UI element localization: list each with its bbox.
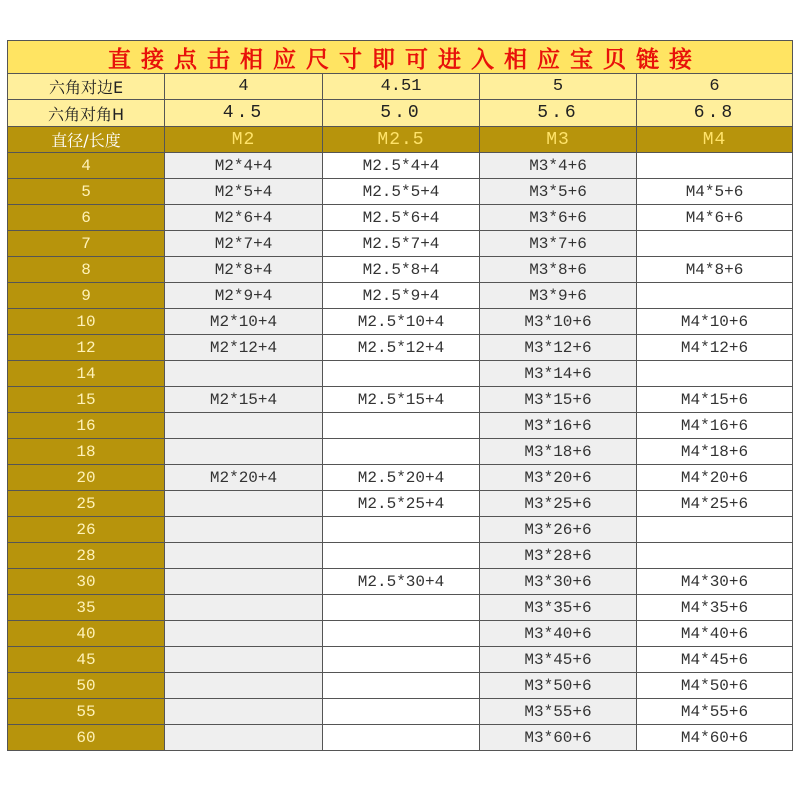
product-link-m3[interactable]: M3*5+6 xyxy=(480,179,637,205)
empty-cell xyxy=(165,647,323,673)
diameter-length-header: 直径/长度 xyxy=(8,127,165,153)
empty-cell xyxy=(165,699,323,725)
empty-cell xyxy=(165,725,323,751)
hex-corner-label: 六角对角H xyxy=(8,100,165,127)
length-cell: 20 xyxy=(8,465,165,491)
product-link-m4[interactable]: M4*20+6 xyxy=(637,465,793,491)
length-cell: 25 xyxy=(8,491,165,517)
empty-cell xyxy=(637,517,793,543)
product-link-m2-5[interactable]: M2.5*9+4 xyxy=(323,283,480,309)
empty-cell xyxy=(323,725,480,751)
product-link-m3[interactable]: M3*4+6 xyxy=(480,153,637,179)
empty-cell xyxy=(637,361,793,387)
product-link-m3[interactable]: M3*50+6 xyxy=(480,673,637,699)
product-link-m2[interactable]: M2*9+4 xyxy=(165,283,323,309)
product-link-m2[interactable]: M2*10+4 xyxy=(165,309,323,335)
product-link-m4[interactable]: M4*30+6 xyxy=(637,569,793,595)
empty-cell xyxy=(165,491,323,517)
size-header-m2-5: M2.5 xyxy=(323,127,480,153)
length-cell: 5 xyxy=(8,179,165,205)
product-link-m3[interactable]: M3*16+6 xyxy=(480,413,637,439)
length-cell: 10 xyxy=(8,309,165,335)
product-link-m3[interactable]: M3*45+6 xyxy=(480,647,637,673)
product-link-m2-5[interactable]: M2.5*25+4 xyxy=(323,491,480,517)
empty-cell xyxy=(323,439,480,465)
product-link-m2[interactable]: M2*7+4 xyxy=(165,231,323,257)
empty-cell xyxy=(165,543,323,569)
product-link-m3[interactable]: M3*55+6 xyxy=(480,699,637,725)
empty-cell xyxy=(637,153,793,179)
product-link-m2[interactable]: M2*6+4 xyxy=(165,205,323,231)
product-link-m3[interactable]: M3*60+6 xyxy=(480,725,637,751)
product-link-m4[interactable]: M4*50+6 xyxy=(637,673,793,699)
empty-cell xyxy=(165,621,323,647)
empty-cell xyxy=(323,361,480,387)
product-link-m2-5[interactable]: M2.5*8+4 xyxy=(323,257,480,283)
hex-flat-value-m4: 6 xyxy=(637,74,793,100)
size-header-m4: M4 xyxy=(637,127,793,153)
product-link-m4[interactable]: M4*55+6 xyxy=(637,699,793,725)
product-link-m3[interactable]: M3*7+6 xyxy=(480,231,637,257)
hex-flat-value-m3: 5 xyxy=(480,74,637,100)
product-link-m4[interactable]: M4*35+6 xyxy=(637,595,793,621)
product-link-m4[interactable]: M4*5+6 xyxy=(637,179,793,205)
length-cell: 30 xyxy=(8,569,165,595)
hex-flat-value-m2: 4 xyxy=(165,74,323,100)
length-cell: 26 xyxy=(8,517,165,543)
product-link-m4[interactable]: M4*15+6 xyxy=(637,387,793,413)
product-link-m3[interactable]: M3*20+6 xyxy=(480,465,637,491)
empty-cell xyxy=(323,595,480,621)
length-cell: 14 xyxy=(8,361,165,387)
length-cell: 12 xyxy=(8,335,165,361)
table-title: 直接点击相应尺寸即可进入相应宝贝链接 xyxy=(8,41,793,74)
empty-cell xyxy=(637,543,793,569)
product-link-m2-5[interactable]: M2.5*5+4 xyxy=(323,179,480,205)
length-cell: 45 xyxy=(8,647,165,673)
product-link-m4[interactable]: M4*25+6 xyxy=(637,491,793,517)
empty-cell xyxy=(323,621,480,647)
empty-cell xyxy=(165,439,323,465)
product-link-m3[interactable]: M3*8+6 xyxy=(480,257,637,283)
length-cell: 4 xyxy=(8,153,165,179)
product-link-m2-5[interactable]: M2.5*10+4 xyxy=(323,309,480,335)
product-link-m3[interactable]: M3*25+6 xyxy=(480,491,637,517)
product-link-m2-5[interactable]: M2.5*6+4 xyxy=(323,205,480,231)
product-link-m4[interactable]: M4*6+6 xyxy=(637,205,793,231)
hex-flat-value-m2-5: 4.51 xyxy=(323,74,480,100)
length-cell: 16 xyxy=(8,413,165,439)
product-link-m2[interactable]: M2*8+4 xyxy=(165,257,323,283)
product-link-m3[interactable]: M3*35+6 xyxy=(480,595,637,621)
product-link-m2[interactable]: M2*15+4 xyxy=(165,387,323,413)
empty-cell xyxy=(165,413,323,439)
empty-cell xyxy=(323,517,480,543)
size-table xyxy=(7,40,793,751)
empty-cell xyxy=(165,517,323,543)
product-link-m3[interactable]: M3*40+6 xyxy=(480,621,637,647)
length-cell: 7 xyxy=(8,231,165,257)
product-link-m3[interactable]: M3*6+6 xyxy=(480,205,637,231)
hex-corner-value-m3: 5.6 xyxy=(480,100,637,127)
product-link-m2-5[interactable]: M2.5*4+4 xyxy=(323,153,480,179)
product-link-m4[interactable]: M4*40+6 xyxy=(637,621,793,647)
length-cell: 8 xyxy=(8,257,165,283)
length-cell: 15 xyxy=(8,387,165,413)
product-link-m3[interactable]: M3*10+6 xyxy=(480,309,637,335)
product-link-m2[interactable]: M2*4+4 xyxy=(165,153,323,179)
product-link-m2[interactable]: M2*12+4 xyxy=(165,335,323,361)
product-link-m2-5[interactable]: M2.5*20+4 xyxy=(323,465,480,491)
empty-cell xyxy=(323,647,480,673)
product-link-m3[interactable]: M3*18+6 xyxy=(480,439,637,465)
length-cell: 50 xyxy=(8,673,165,699)
length-cell: 9 xyxy=(8,283,165,309)
empty-cell xyxy=(323,413,480,439)
empty-cell xyxy=(165,595,323,621)
hex-corner-value-m4: 6.8 xyxy=(637,100,793,127)
product-link-m4[interactable]: M4*60+6 xyxy=(637,725,793,751)
size-grid xyxy=(8,74,793,751)
length-cell: 35 xyxy=(8,595,165,621)
empty-cell xyxy=(165,569,323,595)
length-cell: 55 xyxy=(8,699,165,725)
length-cell: 40 xyxy=(8,621,165,647)
product-link-m4[interactable]: M4*16+6 xyxy=(637,413,793,439)
length-cell: 6 xyxy=(8,205,165,231)
empty-cell xyxy=(165,673,323,699)
product-link-m2-5[interactable]: M2.5*30+4 xyxy=(323,569,480,595)
product-link-m4[interactable]: M4*45+6 xyxy=(637,647,793,673)
length-cell: 60 xyxy=(8,725,165,751)
product-link-m4[interactable]: M4*10+6 xyxy=(637,309,793,335)
size-header-m2: M2 xyxy=(165,127,323,153)
product-link-m2[interactable]: M2*5+4 xyxy=(165,179,323,205)
hex-flat-label: 六角对边E xyxy=(8,74,165,100)
product-link-m3[interactable]: M3*28+6 xyxy=(480,543,637,569)
hex-corner-value-m2-5: 5.0 xyxy=(323,100,480,127)
product-link-m2[interactable]: M2*20+4 xyxy=(165,465,323,491)
product-link-m3[interactable]: M3*26+6 xyxy=(480,517,637,543)
length-cell: 28 xyxy=(8,543,165,569)
empty-cell xyxy=(323,673,480,699)
product-link-m3[interactable]: M3*15+6 xyxy=(480,387,637,413)
product-link-m3[interactable]: M3*30+6 xyxy=(480,569,637,595)
empty-cell xyxy=(323,699,480,725)
product-link-m2-5[interactable]: M2.5*7+4 xyxy=(323,231,480,257)
empty-cell xyxy=(323,543,480,569)
product-link-m3[interactable]: M3*12+6 xyxy=(480,335,637,361)
product-link-m4[interactable]: M4*18+6 xyxy=(637,439,793,465)
empty-cell xyxy=(637,283,793,309)
product-link-m4[interactable]: M4*12+6 xyxy=(637,335,793,361)
product-link-m2-5[interactable]: M2.5*15+4 xyxy=(323,387,480,413)
empty-cell xyxy=(637,231,793,257)
hex-corner-value-m2: 4.5 xyxy=(165,100,323,127)
empty-cell xyxy=(165,361,323,387)
size-header-m3: M3 xyxy=(480,127,637,153)
product-link-m4[interactable]: M4*8+6 xyxy=(637,257,793,283)
product-link-m3[interactable]: M3*9+6 xyxy=(480,283,637,309)
product-link-m2-5[interactable]: M2.5*12+4 xyxy=(323,335,480,361)
product-link-m3[interactable]: M3*14+6 xyxy=(480,361,637,387)
length-cell: 18 xyxy=(8,439,165,465)
